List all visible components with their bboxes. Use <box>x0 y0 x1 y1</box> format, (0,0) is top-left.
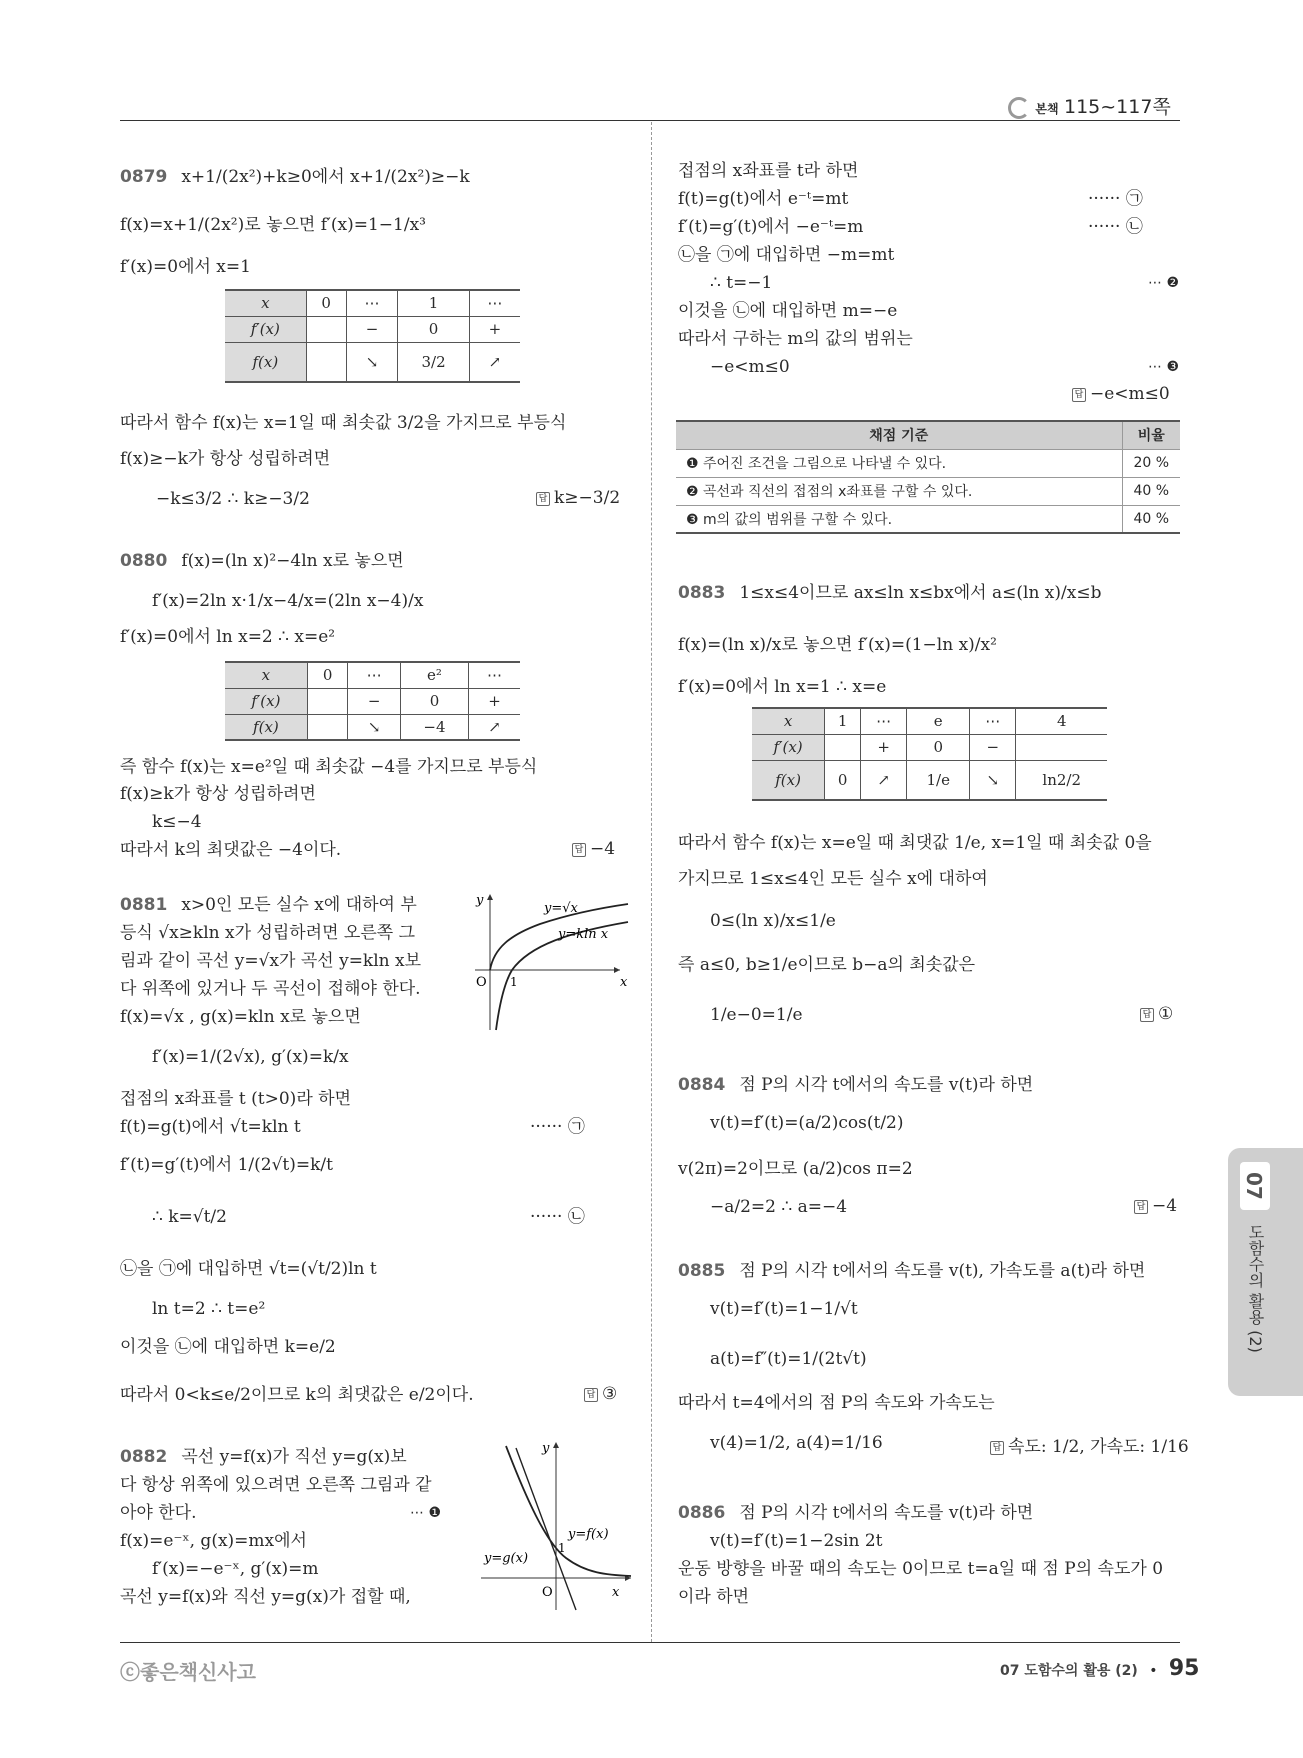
axis-label-y: y <box>476 893 484 908</box>
text-line: f(x)=(ln x)/x로 놓으면 f′(x)=(1−ln x)/x² <box>678 635 997 655</box>
text-line: ∴ k=√t/2 <box>152 1207 227 1227</box>
text-line: 운동 방향을 바꿀 때의 속도는 0이므로 t=a일 때 점 P의 속도가 0 <box>678 1559 1164 1579</box>
text-line: f′(x)=2ln x·1/x−4/x=(2ln x−4)/x <box>152 591 424 611</box>
text-line: 따라서 t=4에서의 점 P의 속도와 가속도는 <box>678 1393 995 1413</box>
text-line: 0≤(ln x)/x≤1/e <box>710 911 836 931</box>
text-line: f′(x)=0에서 x=1 <box>120 257 251 277</box>
text-line: f(x)≥k가 항상 성립하려면 <box>120 784 316 804</box>
answer-icon: 답 <box>990 1441 1004 1455</box>
text-line: 등식 √x≥kln x가 성립하려면 오른쪽 그 <box>120 923 416 943</box>
publisher-logo: ⓒ좋은책신사고 <box>120 1660 256 1684</box>
text-line: f(t)=g(t)에서 e⁻ᵗ=mt <box>678 189 849 209</box>
text-line: −a/2=2 ∴ a=−4 <box>710 1197 848 1217</box>
problem-number: 0879 <box>120 167 168 187</box>
tag-mark: ······ ㉡ <box>530 1207 585 1227</box>
tag-mark: ······ ㉡ <box>1088 217 1143 237</box>
text-line: f′(x)=−e⁻ˣ, g′(x)=m <box>152 1559 319 1579</box>
text-line: 이것을 ㉡에 대입하면 k=e/2 <box>120 1337 336 1357</box>
grading-criterion: ❷ 곡선과 직선의 접점의 x좌표를 구할 수 있다. <box>676 477 1122 505</box>
text-line: 점 P의 시각 t에서의 속도를 v(t)라 하면 <box>739 1503 1034 1523</box>
text-line: 아야 한다. <box>120 1503 197 1523</box>
text-line: 즉 a≤0, b≥1/e이므로 b−a의 최솟값은 <box>678 955 976 975</box>
text-line: 접점의 x좌표를 t (t>0)라 하면 <box>120 1089 351 1109</box>
text-line: 1≤x≤4이므로 ax≤ln x≤bx에서 a≤(ln x)/x≤b <box>739 583 1102 603</box>
answer-icon: 답 <box>536 492 550 506</box>
text-line: ㉡을 ㉠에 대입하면 √t=(√t/2)ln t <box>120 1259 377 1279</box>
grading-header-criteria: 채점 기준 <box>676 421 1122 449</box>
footer-chapter-title: 07 도함수의 활용 (2) <box>1000 1663 1138 1679</box>
problem-number: 0884 <box>678 1075 726 1095</box>
text-line: 이라 하면 <box>678 1587 750 1607</box>
text-line: 접점의 x좌표를 t라 하면 <box>678 161 859 181</box>
problem-number: 0886 <box>678 1503 726 1523</box>
chapter-number: 07 <box>1242 1172 1266 1200</box>
text-line: 1/e−0=1/e <box>710 1005 803 1025</box>
text-line: 따라서 k의 최댓값은 −4이다. <box>120 840 342 860</box>
text-line: v(t)=f′(t)=1−1/√t <box>710 1299 858 1319</box>
axis-label-x: x <box>620 975 628 990</box>
chapter-title: 도함수의 활용 (2) <box>1246 1224 1265 1353</box>
step-marker: ⋯ ❶ <box>410 1505 442 1521</box>
variation-table: x 0 ⋯ 1 ⋯ f′(x) − 0 + f(x) ↘ 3/2 ↗ <box>225 289 520 383</box>
tag-mark: ······ ㉠ <box>1088 189 1143 209</box>
tick-one: 1 <box>558 1541 566 1555</box>
text-line: 곡선 y=f(x)가 직선 y=g(x)보 <box>181 1447 407 1467</box>
chapter-side-tab <box>1228 1148 1303 1396</box>
origin-label: O <box>542 1585 553 1600</box>
answer: 답 −e<m≤0 <box>1072 384 1170 404</box>
variation-table: x 1 ⋯ e ⋯ 4 f′(x) + 0 − f(x) 0 ↗ 1/e ↘ ln2/2 <box>752 707 1107 801</box>
text-line: x>0인 모든 실수 x에 대하여 부 <box>181 895 417 915</box>
graph-0882 <box>476 1438 636 1613</box>
text-line: f(t)=g(t)에서 √t=kln t <box>120 1117 301 1137</box>
tick-one: 1 <box>510 975 518 989</box>
answer: 답 ③ <box>584 1384 617 1404</box>
footer-rule <box>120 1642 1180 1643</box>
text-line: ㉡을 ㉠에 대입하면 −m=mt <box>678 245 895 265</box>
problem-number: 0881 <box>120 895 168 915</box>
header-page-ref <box>1008 92 1171 119</box>
footer-chapter <box>1000 1656 1200 1681</box>
graph-0881 <box>470 890 630 1040</box>
text-line: 점 P의 시각 t에서의 속도를 v(t), 가속도를 a(t)라 하면 <box>739 1261 1146 1281</box>
text-line: 즉 함수 f(x)는 x=e²일 때 최솟값 −4를 가지므로 부등식 <box>120 757 538 777</box>
problem-number: 0883 <box>678 583 726 603</box>
answer-icon: 답 <box>572 843 586 857</box>
text-line: f(x)≥−k가 항상 성립하려면 <box>120 449 331 469</box>
answer: 답 ① <box>1140 1004 1173 1024</box>
text-line: −e<m≤0 <box>710 357 790 377</box>
text-line: f′(t)=g′(t)에서 −e⁻ᵗ=m <box>678 217 864 237</box>
text-line: 곡선 y=f(x)와 직선 y=g(x)가 접할 때, <box>120 1587 411 1607</box>
text-line: 따라서 함수 f(x)는 x=1일 때 최솟값 3/2을 가지므로 부등식 <box>120 413 567 433</box>
curve-label-ln: y=kln x <box>558 927 609 942</box>
header-rule <box>120 120 1180 121</box>
book-label: 본책 <box>1035 102 1059 116</box>
answer-icon: 답 <box>1140 1008 1154 1022</box>
axis-label-y: y <box>542 1441 550 1456</box>
text-line: x+1/(2x²)+k≥0에서 x+1/(2x²)≥−k <box>181 167 470 187</box>
grading-table <box>676 420 1180 534</box>
text-line: k≤−4 <box>152 812 202 832</box>
grading-header-ratio: 비율 <box>1122 421 1180 449</box>
text-line: f(x)=√x , g(x)=kln x로 놓으면 <box>120 1007 361 1027</box>
text-line: 가지므로 1≤x≤4인 모든 실수 x에 대하여 <box>678 869 988 889</box>
axis-label-x: x <box>612 1585 620 1600</box>
text-line: f(x)=(ln x)²−4ln x로 놓으면 <box>181 551 404 571</box>
variation-table: x 0 ⋯ e² ⋯ f′(x) − 0 + f(x) ↘ −4 ↗ <box>225 661 520 741</box>
text-line: f′(t)=g′(t)에서 1/(2√t)=k/t <box>120 1155 333 1175</box>
text-line: 따라서 함수 f(x)는 x=e일 때 최댓값 1/e, x=1일 때 최솟값 0을 <box>678 833 1152 853</box>
problem-number: 0882 <box>120 1447 168 1467</box>
grading-ratio: 40 % <box>1122 477 1180 505</box>
text-line: 다 항상 위쪽에 있으려면 오른쪽 그림과 같 <box>120 1475 432 1495</box>
answer: 답 k≥−3/2 <box>536 488 620 508</box>
text-line: ∴ t=−1 <box>710 273 773 293</box>
page-number: 95 <box>1168 1656 1200 1681</box>
text-line: 림과 같이 곡선 y=√x가 곡선 y=kln x보 <box>120 951 422 971</box>
answer: 답 속도: 1/2, 가속도: 1/16 <box>990 1432 1189 1457</box>
origin-label: O <box>476 975 487 990</box>
step-marker: ⋯ ❸ <box>1148 359 1180 375</box>
problem-number: 0885 <box>678 1261 726 1281</box>
text-line: 따라서 0<k≤e/2이므로 k의 최댓값은 e/2이다. <box>120 1385 474 1405</box>
tag-mark: ······ ㉠ <box>530 1117 585 1137</box>
curve-label-f: y=f(x) <box>568 1527 609 1542</box>
text-line: −k≤3/2 ∴ k≥−3/2 <box>156 489 310 509</box>
text-line: f′(x)=1/(2√x), g′(x)=k/x <box>152 1047 349 1067</box>
grading-criterion: ❸ m의 값의 범위를 구할 수 있다. <box>676 505 1122 533</box>
text-line: f(x)=x+1/(2x²)로 놓으면 f′(x)=1−1/x³ <box>120 215 426 235</box>
answer-icon: 답 <box>1072 388 1086 402</box>
text-line: 따라서 구하는 m의 값의 범위는 <box>678 329 913 349</box>
answer: 답 −4 <box>1134 1196 1177 1216</box>
text-line: 다 위쪽에 있거나 두 곡선이 접해야 한다. <box>120 979 421 999</box>
grading-criterion: ❶ 주어진 조건을 그림으로 나타낼 수 있다. <box>676 449 1122 477</box>
answer-icon: 답 <box>584 1388 598 1402</box>
answer: 답 −4 <box>572 839 615 859</box>
step-marker: ⋯ ❷ <box>1148 275 1180 291</box>
text-line: f′(x)=0에서 ln x=1 ∴ x=e <box>678 677 887 697</box>
footer-bullet: • <box>1149 1663 1158 1679</box>
text-line: v(t)=f′(t)=(a/2)cos(t/2) <box>710 1113 904 1133</box>
refresh-icon <box>1008 97 1030 119</box>
text-line: 점 P의 시각 t에서의 속도를 v(t)라 하면 <box>739 1075 1034 1095</box>
grading-ratio: 20 % <box>1122 449 1180 477</box>
page-range: 115~117쪽 <box>1064 96 1171 118</box>
answer-icon: 답 <box>1134 1200 1148 1214</box>
text-line: f(x)=e⁻ˣ, g(x)=mx에서 <box>120 1531 307 1551</box>
grading-ratio: 40 % <box>1122 505 1180 533</box>
text-line: a(t)=f″(t)=1/(2t√t) <box>710 1349 867 1369</box>
curve-label-sqrt: y=√x <box>544 901 578 916</box>
line-label-g: y=g(x) <box>484 1551 529 1566</box>
text-line: v(2π)=2이므로 (a/2)cos π=2 <box>678 1159 913 1179</box>
text-line: ln t=2 ∴ t=e² <box>152 1299 266 1319</box>
text-line: 이것을 ㉡에 대입하면 m=−e <box>678 301 898 321</box>
problem-number: 0880 <box>120 551 168 571</box>
text-line: f′(x)=0에서 ln x=2 ∴ x=e² <box>120 627 336 647</box>
column-divider <box>651 122 652 1642</box>
text-line: v(4)=1/2, a(4)=1/16 <box>710 1433 883 1453</box>
text-line: v(t)=f′(t)=1−2sin 2t <box>710 1531 883 1551</box>
